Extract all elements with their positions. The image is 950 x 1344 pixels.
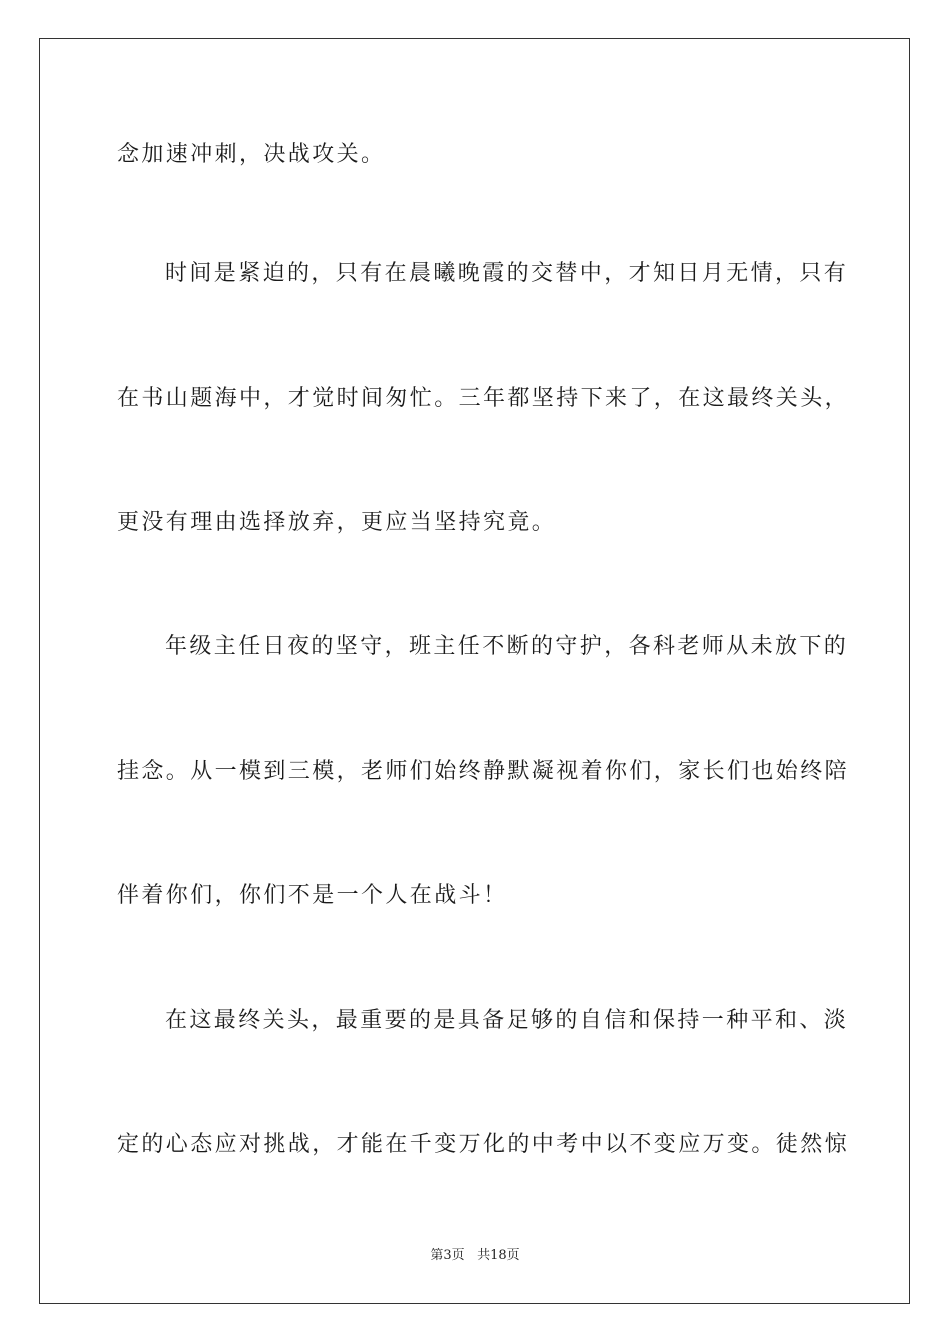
paragraph-line: 定的心态应对挑战，才能在千变万化的中考中以不变应万变。徒然惊 bbox=[117, 1132, 850, 1157]
paragraph-line: 伴着你们，你们不是一个人在战斗！ bbox=[117, 883, 508, 908]
paragraph-line: 念加速冲刺，决战攻关。 bbox=[117, 142, 386, 167]
paragraph-line: 时间是紧迫的，只有在晨曦晚霞的交替中，才知日月无情，只有 bbox=[165, 261, 849, 286]
page-footer bbox=[0, 1247, 950, 1265]
total-pages: 共18页 bbox=[477, 1248, 520, 1263]
paragraph-line: 在这最终关头，最重要的是具备足够的自信和保持一种平和、淡 bbox=[165, 1008, 849, 1033]
page-border bbox=[39, 38, 910, 1304]
paragraph-line: 更没有理由选择放弃，更应当坚持究竟。 bbox=[117, 510, 557, 535]
paragraph-line: 年级主任日夜的坚守，班主任不断的守护，各科老师从未放下的 bbox=[165, 634, 849, 659]
paragraph-line: 在书山题海中，才觉时间匆忙。三年都坚持下来了，在这最终关头， bbox=[117, 386, 850, 411]
page-number: 第3页 bbox=[430, 1248, 465, 1263]
paragraph-line: 挂念。从一模到三模，老师们始终静默凝视着你们，家长们也始终陪 bbox=[117, 759, 850, 784]
